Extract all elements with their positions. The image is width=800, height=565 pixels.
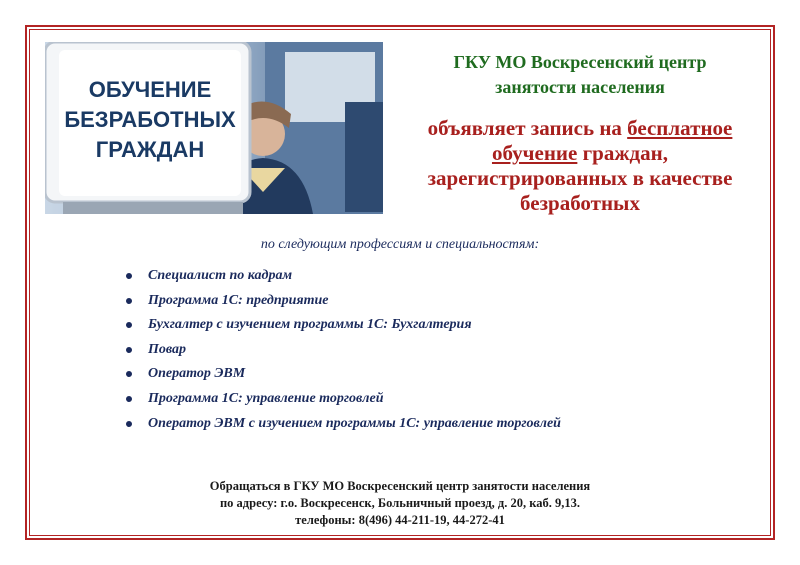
profession-label: Программа 1С: управление торговлей [148,390,384,406]
list-item [126,364,561,384]
announcement-text [400,116,760,216]
list-item [126,414,561,434]
profession-label: Бухгалтер с изучением программы 1С: Бухгалтерия [148,317,472,333]
bullet-icon [126,273,132,279]
announce-unemployed: безработных [520,191,640,215]
list-item [126,340,561,360]
professions-subtitle: по следующим профессиям и специальностям: [260,237,540,252]
announce-registered: зарегистрированных в качестве [427,166,733,190]
profession-label: Программа 1С: предприятие [148,292,329,308]
sign-line-1: ОБУЧЕНИЕ [88,77,212,102]
announce-pre: объявляет запись на [427,116,628,140]
announce-training: обучение [491,141,578,165]
bullet-icon [126,347,132,353]
contact-phones: телефоны: 8(496) 44-211-19, 44-272-41 [295,513,505,527]
announce-free: бесплатное [627,116,733,140]
list-item [126,266,561,286]
sign-line-2: БЕЗРАБОТНЫХ [64,107,236,132]
organization-title [400,50,760,100]
photo-illustration [45,42,383,214]
org-title-line-1: ГКУ МО Воскресенский центр [453,52,707,72]
list-item [126,315,561,335]
list-item [126,291,561,311]
bullet-icon [126,421,132,427]
announce-citizens: граждан, [577,141,669,165]
contact-address: по адресу: г.о. Воскресенск, Больничный проезд, д. 20, каб. 9,13. [219,496,581,510]
profession-label: Повар [148,341,187,357]
bullet-icon [126,396,132,402]
professions-list [126,266,561,438]
bullet-icon [126,371,132,377]
profession-label: Оператор ЭВМ с изучением программы 1С: управление торговлей [148,415,561,431]
header-photo [45,42,383,214]
contact-info [0,478,800,529]
profession-label: Оператор ЭВМ [148,366,246,382]
contact-line-1: Обращаться в ГКУ МО Воскресенский центр занятости населения [209,479,591,493]
sign-line-3: ГРАЖДАН [95,137,205,162]
bullet-icon [126,322,132,328]
org-title-line-2: занятости населения [495,77,665,97]
profession-label: Специалист по кадрам [148,268,293,283]
list-item [126,389,561,409]
bullet-icon [126,298,132,304]
